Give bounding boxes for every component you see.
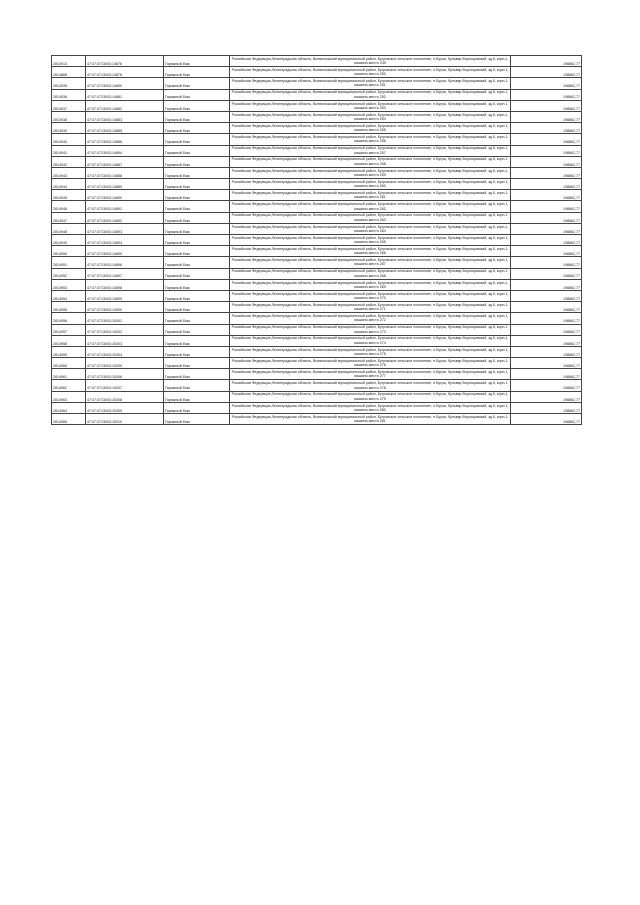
object-type-cell: Гаражный бокс [164,346,230,357]
object-type-cell: Гаражный бокс [164,67,230,78]
address-cell: Российская Федерация,Ленинградская область, Всеволожский муниципальный район, Бугровское сельское поселение, п.Бугры, бульвар Воронцовский, зд.5, корп.1, машино-место 249 [230,56,511,67]
table-row [52,290,582,301]
object-type-cell: Гаражный бокс [164,324,230,335]
value-cell: 198862,77 [511,391,582,402]
cadastral-number-cell: 47:07:0713003:15305 [86,358,164,369]
registry-number-cell: 2814936 [52,89,86,100]
address-cell: Российская Федерация,Ленинградская область, Всеволожский муниципальный район, Бугровское сельское поселение, п.Бугры, бульвар Воронцовский, зд.5, корп.1, машино-место 261 [230,190,511,201]
cadastral-number-cell: 47:07:0713003:14892 [86,212,164,223]
registry-number-cell: 2814948 [52,223,86,234]
address-cell: Российская Федерация,Ленинградская область, Всеволожский муниципальный район, Бугровское сельское поселение, п.Бугры, бульвар Воронцовский, зд.5, корп.1, машино-место 250 [230,67,511,78]
value-cell: 198862,77 [511,134,582,145]
object-type-cell: Гаражный бокс [164,414,230,425]
object-type-cell: Гаражный бокс [164,134,230,145]
cadastral-number-cell: 47:07:0713003:15310 [86,414,164,425]
registry-number-cell: 2814953 [52,279,86,290]
cadastral-number-cell: 47:07:0713003:14895 [86,246,164,257]
object-type-cell: Гаражный бокс [164,156,230,167]
table-row [52,346,582,357]
table-row [52,279,582,290]
cadastral-number-cell: 47:07:0713003:15302 [86,324,164,335]
registry-number-cell: 2814965 [52,414,86,425]
registry-number-cell: 2814938 [52,111,86,122]
value-cell: 198862,77 [511,268,582,279]
value-cell: 198862,77 [511,156,582,167]
value-cell: 198862,77 [511,67,582,78]
registry-number-cell: 2814951 [52,257,86,268]
table-row [52,235,582,246]
address-cell: Российская Федерация,Ленинградская область, Всеволожский муниципальный район, Бугровское сельское поселение, п.Бугры, бульвар Воронцовский, зд.5, корп.1, машино-место 258 [230,156,511,167]
cadastral-number-cell: 47:07:0713003:14899 [86,290,164,301]
table-row [52,268,582,279]
cadastral-number-cell: 47:07:0713003:14893 [86,223,164,234]
address-cell: Российская Федерация,Ленинградская область, Всеволожский муниципальный район, Бугровское сельское поселение, п.Бугры, бульвар Воронцовский, зд.5, корп.1, машино-место 279 [230,391,511,402]
object-type-cell: Гаражный бокс [164,179,230,190]
table-row [52,156,582,167]
registry-number-cell: 2814939 [52,123,86,134]
registry-number-cell: 2814947 [52,212,86,223]
object-type-cell: Гаражный бокс [164,380,230,391]
cadastral-number-cell: 47:07:0713003:14882 [86,100,164,111]
object-type-cell: Гаражный бокс [164,56,230,67]
address-cell: Российская Федерация,Ленинградская область, Всеволожский муниципальный район, Бугровское сельское поселение, п.Бугры, бульвар Воронцовский, зд.5, корп.1, машино-место 252 [230,89,511,100]
registry-number-cell: 2814944 [52,179,86,190]
object-type-cell: Гаражный бокс [164,313,230,324]
value-cell: 198862,77 [511,246,582,257]
table-row [52,56,582,67]
object-type-cell: Гаражный бокс [164,391,230,402]
cadastral-number-cell: 47:07:0713003:15303 [86,335,164,346]
value-cell: 198862,77 [511,302,582,313]
address-cell: Российская Федерация,Ленинградская область, Всеволожский муниципальный район, Бугровское сельское поселение, п.Бугры, бульвар Воронцовский, зд.5, корп.1, машино-место 264 [230,223,511,234]
address-cell: Российская Федерация,Ленинградская область, Всеволожский муниципальный район, Бугровское сельское поселение, п.Бугры, бульвар Воронцовский, зд.5, корп.1, машино-место 260 [230,179,511,190]
cadastral-number-cell: 47:07:0713003:14897 [86,268,164,279]
table-row [52,358,582,369]
object-type-cell: Гаражный бокс [164,123,230,134]
address-cell: Российская Федерация,Ленинградская область, Всеволожский муниципальный район, Бугровское сельское поселение, п.Бугры, бульвар Воронцовский, зд.5, корп.1, машино-место 271 [230,302,511,313]
table-row [52,212,582,223]
cadastral-number-cell: 47:07:0713003:14888 [86,167,164,178]
table-row [52,167,582,178]
table-row [52,324,582,335]
address-cell: Российская Федерация,Ленинградская область, Всеволожский муниципальный район, Бугровское сельское поселение, п.Бугры, бульвар Воронцовский, зд.5, корп.1, машино-место 266 [230,246,511,257]
registry-number-cell: 2814942 [52,156,86,167]
value-cell: 198862,77 [511,380,582,391]
value-cell: 198862,77 [511,190,582,201]
cadastral-number-cell: 47:07:0713003:15306 [86,369,164,380]
table-row [52,380,582,391]
registry-number-cell: 2814958 [52,335,86,346]
address-cell: Российская Федерация,Ленинградская область, Всеволожский муниципальный район, Бугровское сельское поселение, п.Бугры, бульвар Воронцовский, зд.5, корп.1, машино-место 269 [230,279,511,290]
address-cell: Российская Федерация,Ленинградская область, Всеволожский муниципальный район, Бугровское сельское поселение, п.Бугры, бульвар Воронцовский, зд.5, корп.1, машино-место 268 [230,268,511,279]
object-type-cell: Гаражный бокс [164,78,230,89]
registry-number-cell: 2814950 [52,246,86,257]
address-cell: Российская Федерация,Ленинградская область, Всеволожский муниципальный район, Бугровское сельское поселение, п.Бугры, бульвар Воронцовский, зд.5, корп.1, машино-место 275 [230,346,511,357]
object-type-cell: Гаражный бокс [164,257,230,268]
value-cell: 198862,77 [511,212,582,223]
address-cell: Российская Федерация,Ленинградская область, Всеволожский муниципальный район, Бугровское сельское поселение, п.Бугры, бульвар Воронцовский, зд.5, корп.1, машино-место 253 [230,100,511,111]
value-cell: 198862,77 [511,179,582,190]
table-row [52,111,582,122]
cadastral-number-cell: 47:07:0713003:14900 [86,302,164,313]
cadastral-number-cell: 47:07:0713003:15304 [86,346,164,357]
cadastral-number-cell: 47:07:0713003:14876 [86,56,164,67]
value-cell: 198862,77 [511,369,582,380]
table-body [52,56,582,425]
table-row [52,201,582,212]
table-row [52,313,582,324]
registry-number-cell: 2814943 [52,167,86,178]
address-cell: Российская Федерация,Ленинградская область, Всеволожский муниципальный район, Бугровское сельское поселение, п.Бугры, бульвар Воронцовский, зд.5, корп.1, машино-место 265 [230,235,511,246]
address-cell: Российская Федерация,Ленинградская область, Всеволожский муниципальный район, Бугровское сельское поселение, п.Бугры, бульвар Воронцовский, зд.5, корп.1, машино-место 280 [230,402,511,413]
cadastral-number-cell: 47:07:0713003:14889 [86,179,164,190]
registry-number-cell: 2814940 [52,134,86,145]
object-type-cell: Гаражный бокс [164,358,230,369]
registry-number-cell: 2814941 [52,145,86,156]
address-cell: Российская Федерация,Ленинградская область, Всеволожский муниципальный район, Бугровское сельское поселение, п.Бугры, бульвар Воронцовский, зд.5, корп.1, машино-место 254 [230,111,511,122]
table-row [52,223,582,234]
table-row [52,369,582,380]
registry-number-cell: 2814868 [52,67,86,78]
address-cell: Российская Федерация,Ленинградская область, Всеволожский муниципальный район, Бугровское сельское поселение, п.Бугры, бульвар Воронцовский, зд.5, корп.1, машино-место 278 [230,380,511,391]
table-row [52,100,582,111]
cadastral-number-cell: 47:07:0713003:15308 [86,391,164,402]
table-row [52,179,582,190]
value-cell: 198862,77 [511,290,582,301]
registry-number-cell: 2814955 [52,302,86,313]
cadastral-number-cell: 47:07:0713003:14894 [86,145,164,156]
cadastral-number-cell: 47:07:0713003:15309 [86,402,164,413]
table-row [52,67,582,78]
value-cell: 198862,77 [511,279,582,290]
cadastral-number-cell: 47:07:0713003:14887 [86,156,164,167]
value-cell: 198862,77 [511,257,582,268]
object-type-cell: Гаражный бокс [164,279,230,290]
object-type-cell: Гаражный бокс [164,190,230,201]
cadastral-number-cell: 47:07:0713003:14878 [86,67,164,78]
address-cell: Российская Федерация,Ленинградская область, Всеволожский муниципальный район, Бугровское сельское поселение, п.Бугры, бульвар Воронцовский, зд.5, корп.1, машино-место 255 [230,123,511,134]
value-cell: 198862,77 [511,111,582,122]
cadastral-number-cell: 47:07:0713003:14883 [86,111,164,122]
object-type-cell: Гаражный бокс [164,89,230,100]
registry-number-cell: 2814961 [52,369,86,380]
value-cell: 198862,77 [511,313,582,324]
value-cell: 198862,77 [511,235,582,246]
registry-number-cell: 2814960 [52,358,86,369]
address-cell: Российская Федерация,Ленинградская область, Всеволожский муниципальный район, Бугровское сельское поселение, п.Бугры, бульвар Воронцовский, зд.5, корп.1, машино-место 262 [230,201,511,212]
value-cell: 198862,77 [511,201,582,212]
address-cell: Российская Федерация,Ленинградская область, Всеволожский муниципальный район, Бугровское сельское поселение, п.Бугры, бульвар Воронцовский, зд.5, корп.1, машино-место 263 [230,212,511,223]
cadastral-number-cell: 47:07:0713003:14881 [86,89,164,100]
table-row [52,190,582,201]
address-cell: Российская Федерация,Ленинградская область, Всеволожский муниципальный район, Бугровское сельское поселение, п.Бугры, бульвар Воронцовский, зд.5, корп.1, машино-место 270 [230,290,511,301]
address-cell: Российская Федерация,Ленинградская область, Всеволожский муниципальный район, Бугровское сельское поселение, п.Бугры, бульвар Воронцовский, зд.5, корп.1, машино-место 276 [230,358,511,369]
table-row [52,145,582,156]
table-row [52,246,582,257]
address-cell: Российская Федерация,Ленинградская область, Всеволожский муниципальный район, Бугровское сельское поселение, п.Бугры, бульвар Воронцовский, зд.5, корп.1, машино-место 281 [230,414,511,425]
cadastral-number-cell: 47:07:0713003:14885 [86,123,164,134]
object-type-cell: Гаражный бокс [164,201,230,212]
value-cell: 198862,77 [511,223,582,234]
object-type-cell: Гаражный бокс [164,268,230,279]
table-row [52,78,582,89]
object-type-cell: Гаражный бокс [164,290,230,301]
object-type-cell: Гаражный бокс [164,235,230,246]
value-cell: 198862,77 [511,78,582,89]
table-row [52,134,582,145]
address-cell: Российская Федерация,Ленинградская область, Всеволожский муниципальный район, Бугровское сельское поселение, п.Бугры, бульвар Воронцовский, зд.5, корп.1, машино-место 256 [230,134,511,145]
table-row [52,123,582,134]
registry-number-cell: 2814945 [52,190,86,201]
value-cell: 198862,77 [511,346,582,357]
address-cell: Российская Федерация,Ленинградская область, Всеволожский муниципальный район, Бугровское сельское поселение, п.Бугры, бульвар Воронцовский, зд.5, корп.1, машино-место 259 [230,167,511,178]
cadastral-number-cell: 47:07:0713003:14894 [86,235,164,246]
value-cell: 198862,77 [511,167,582,178]
registry-number-cell: 2814959 [52,346,86,357]
address-cell: Российская Федерация,Ленинградская область, Всеволожский муниципальный район, Бугровское сельское поселение, п.Бугры, бульвар Воронцовский, зд.5, корп.1, машино-место 273 [230,324,511,335]
object-type-cell: Гаражный бокс [164,212,230,223]
registry-number-cell: 2814956 [52,313,86,324]
table-row [52,257,582,268]
cadastral-number-cell: 47:07:0713003:14898 [86,279,164,290]
cadastral-number-cell: 47:07:0713003:14896 [86,257,164,268]
value-cell: 198862,77 [511,358,582,369]
value-cell: 198862,77 [511,56,582,67]
registry-number-cell: 2814913 [52,56,86,67]
cadastral-number-cell: 47:07:0713003:15301 [86,313,164,324]
object-type-cell: Гаражный бокс [164,246,230,257]
object-type-cell: Гаражный бокс [164,111,230,122]
table-row [52,335,582,346]
cadastral-number-cell: 47:07:0713003:14886 [86,134,164,145]
registry-number-cell: 2814946 [52,201,86,212]
table-row [52,302,582,313]
registry-number-cell: 2814964 [52,402,86,413]
address-cell: Российская Федерация,Ленинградская область, Всеволожский муниципальный район, Бугровское сельское поселение, п.Бугры, бульвар Воронцовский, зд.5, корп.1, машино-место 257 [230,145,511,156]
value-cell: 198862,77 [511,145,582,156]
address-cell: Российская Федерация,Ленинградская область, Всеволожский муниципальный район, Бугровское сельское поселение, п.Бугры, бульвар Воронцовский, зд.5, корп.1, машино-место 277 [230,369,511,380]
object-type-cell: Гаражный бокс [164,100,230,111]
address-cell: Российская Федерация,Ленинградская область, Всеволожский муниципальный район, Бугровское сельское поселение, п.Бугры, бульвар Воронцовский, зд.5, корп.1, машино-место 272 [230,313,511,324]
registry-number-cell: 2814949 [52,235,86,246]
address-cell: Российская Федерация,Ленинградская область, Всеволожский муниципальный район, Бугровское сельское поселение, п.Бугры, бульвар Воронцовский, зд.5, корп.1, машино-место 267 [230,257,511,268]
address-cell: Российская Федерация,Ленинградская область, Всеволожский муниципальный район, Бугровское сельское поселение, п.Бугры, бульвар Воронцовский, зд.5, корп.1, машино-место 274 [230,335,511,346]
object-type-cell: Гаражный бокс [164,369,230,380]
table-row [52,89,582,100]
registry-number-cell: 2814954 [52,290,86,301]
value-cell: 198862,77 [511,89,582,100]
table-row [52,391,582,402]
value-cell: 198862,77 [511,123,582,134]
value-cell: 198862,77 [511,414,582,425]
table-row [52,414,582,425]
value-cell: 198862,77 [511,335,582,346]
value-cell: 198862,77 [511,402,582,413]
value-cell: 198862,77 [511,100,582,111]
address-cell: Российская Федерация,Ленинградская область, Всеволожский муниципальный район, Бугровское сельское поселение, п.Бугры, бульвар Воронцовский, зд.5, корп.1, машино-место 251 [230,78,511,89]
registry-number-cell: 2814962 [52,380,86,391]
cadastral-number-cell: 47:07:0713003:14891 [86,201,164,212]
object-type-cell: Гаражный бокс [164,402,230,413]
cadastral-number-cell: 47:07:0713003:14890 [86,190,164,201]
object-type-cell: Гаражный бокс [164,145,230,156]
registry-number-cell: 2814935 [52,78,86,89]
object-type-cell: Гаражный бокс [164,167,230,178]
object-type-cell: Гаражный бокс [164,302,230,313]
object-type-cell: Гаражный бокс [164,335,230,346]
table-row [52,402,582,413]
registry-number-cell: 2814952 [52,268,86,279]
parking-registry-table [51,55,582,425]
registry-number-cell: 2814957 [52,324,86,335]
registry-number-cell: 2814963 [52,391,86,402]
value-cell: 198862,77 [511,324,582,335]
cadastral-number-cell: 47:07:0713003:15307 [86,380,164,391]
object-type-cell: Гаражный бокс [164,223,230,234]
registry-number-cell: 2814937 [52,100,86,111]
cadastral-number-cell: 47:07:0713003:14890 [86,78,164,89]
